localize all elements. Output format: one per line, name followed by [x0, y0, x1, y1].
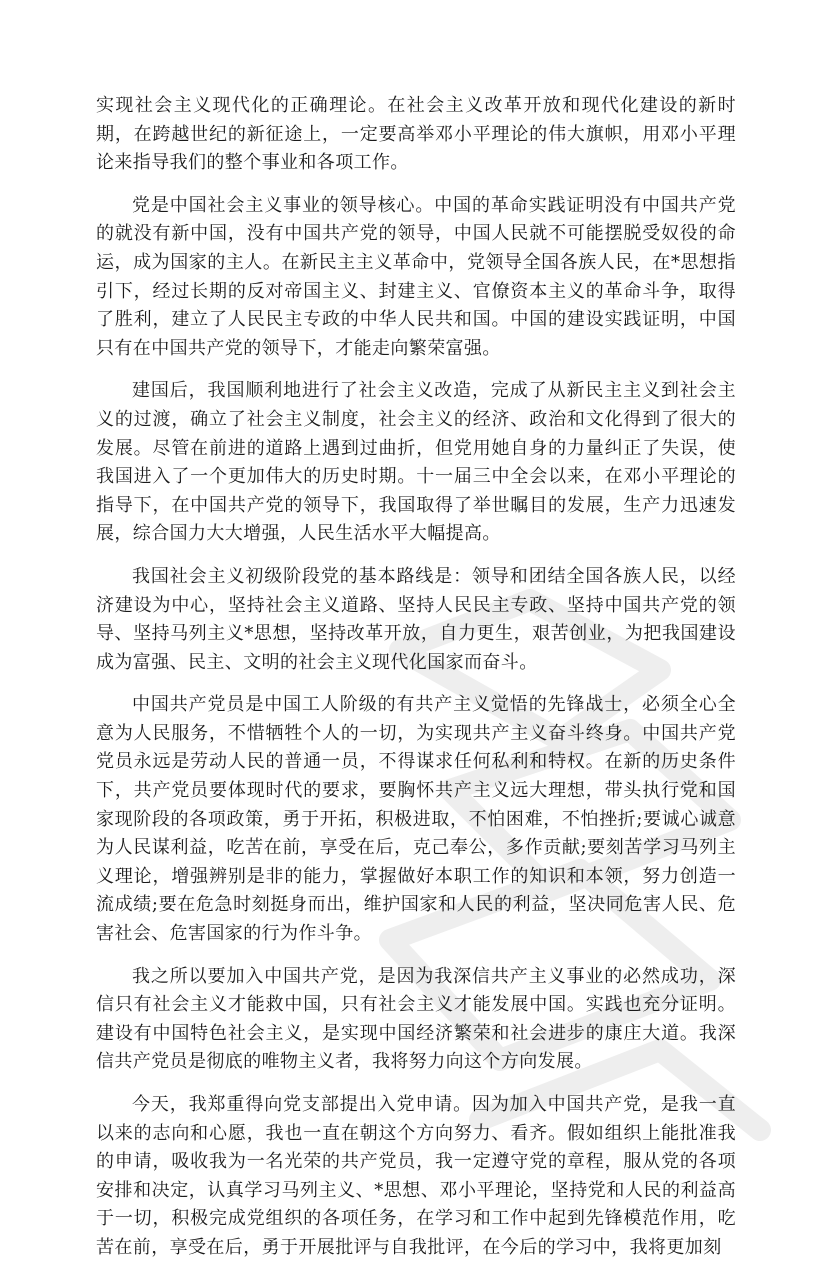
document-body [96, 92, 736, 1277]
paragraph-4: 我国社会主义初级阶段党的基本路线是：领导和团结全国各族人民，以经济建设为中心，坚持社会主义道路、坚持人民民主专政、坚持中国共产党的领导、坚持马列主义*思想，坚持改革开放，自力更生，艰苦创业，为把我国建设成为富强、民主、文明的社会主义现代化国家而奋斗。 [96, 565, 736, 673]
paragraph-7: 今天，我郑重得向党支部提出入党申请。因为加入中国共产党，是我一直以来的志向和心愿，我也一直在朝这个方向努力、看齐。假如组织上能批准我的申请，吸收我为一名光荣的共产党员，我一定遵守党的章程，服从党的各项安排和决定，认真学习马列主义、*思想、邓小平理论，坚持党和人民的利益高于一切，积极完成党组织的各项任务，在学习和工作中起到先锋模范作用，吃苦在前，享受在后，勇于开展批评与自我批评，在今后的学习中，我将更加刻 [96, 1094, 736, 1258]
paragraph-6: 我之所以要加入中国共产党，是因为我深信共产主义事业的必然成功，深信只有社会主义才能救中国，只有社会主义才能发展中国。实践也充分证明。建设有中国特色社会主义，是实现中国经济繁荣和社会进步的康庄大道。我深信共产党员是彻底的唯物主义者，我将努力向这个方向发展。 [96, 965, 736, 1073]
paragraph-3: 建国后，我国顺利地进行了社会主义改造，完成了从新民主主义到社会主义的过渡，确立了社会主义制度，社会主义的经济、政治和文化得到了很大的发展。尽管在前进的道路上遇到过曲折，但党用她自身的力量纠正了失误，使我国进入了一个更加伟大的历史时期。十一届三中全会以来，在邓小平理论的指导下，在中国共产党的领导下，我国取得了举世瞩目的发展，生产力迅速发展，综合国力大大增强，人民生活水平大幅提高。 [96, 380, 736, 545]
paragraph-2: 党是中国社会主义事业的领导核心。中国的革命实践证明没有中国共产党的就没有新中国，没有中国共产党的领导，中国人民就不可能摆脱受奴役的命运，成为国家的主人。在新民主主义革命中，党领导全国各族人民，在*思想指引下，经过长期的反对帝国主义、封建主义、官僚资本主义的革命斗争，取得了胜利，建立了人民民主专政的中华人民共和国。中国的建设实践证明，中国只有在中国共产党的领导下，才能走向繁荣富强。 [96, 194, 736, 359]
paragraph-1: 实现社会主义现代化的正确理论。在社会主义改革开放和现代化建设的新时期，在跨越世纪的新征途上，一定要高举邓小平理论的伟大旗帜，用邓小平理论来指导我们的整个事业和各项工作。 [96, 95, 736, 174]
paragraph-5: 中国共产党员是中国工人阶级的有共产主义觉悟的先锋战士，必须全心全意为人民服务，不惜牺牲个人的一切，为实现共产主义奋斗终身。中国共产党党员永远是劳动人民的普通一员，不得谋求任何私利和特权。在新的历史条件下，共产党员要体现时代的要求，要胸怀共产主义远大理想，带头执行党和国家现阶段的各项政策，勇于开拓，积极进取，不怕困难，不怕挫折;要诚心诚意为人民谋利益，吃苦在前，享受在后，克己奉公，多作贡献;要刻苦学习马列主义理论，增强辨别是非的能力，掌握做好本职工作的知识和本领，努力创造一流成绩;要在危急时刻挺身而出，维护国家和人民的利益，坚决同危害人民、危害社会、危害国家的行为作斗争。 [96, 694, 736, 945]
